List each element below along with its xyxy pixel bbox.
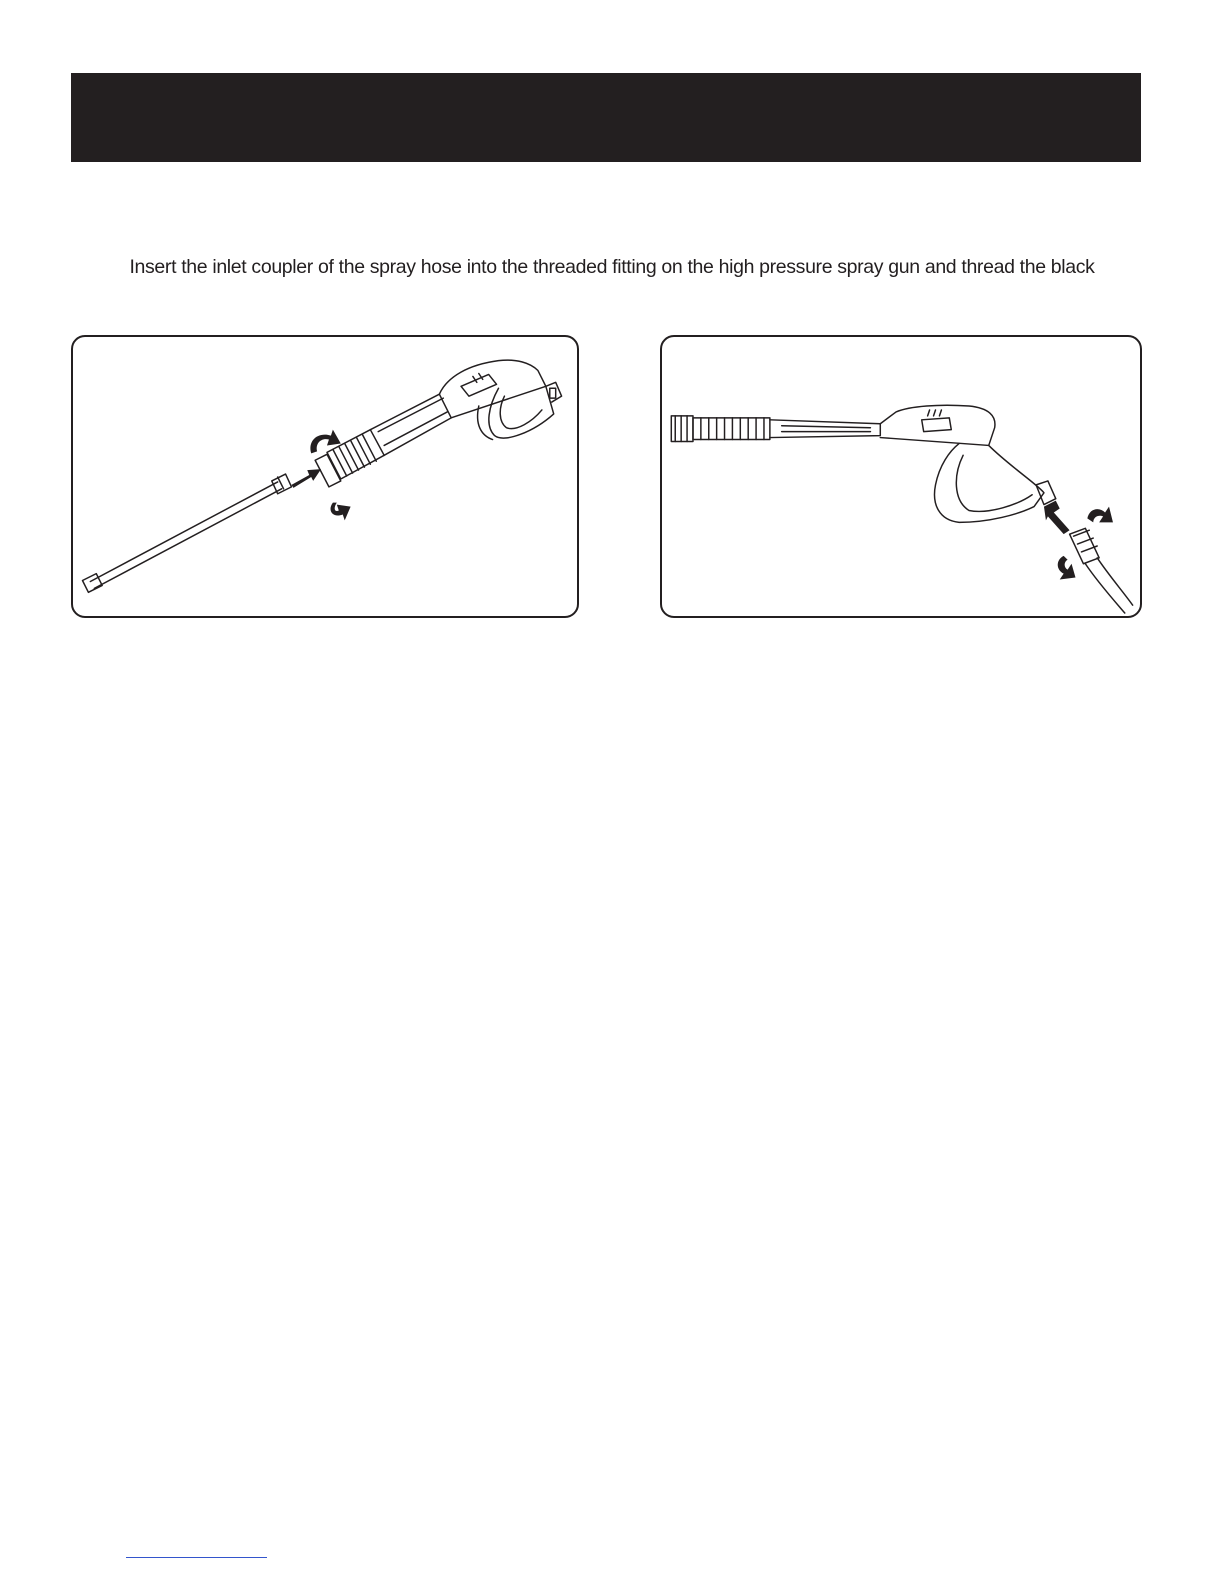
wand-attach-figure	[71, 335, 579, 618]
footer-rule	[126, 1557, 267, 1558]
insert-arrow-icon	[291, 469, 321, 488]
hose-attach-illustration	[662, 337, 1140, 616]
spray-gun-icon	[671, 405, 1055, 522]
spray-gun-icon	[315, 360, 561, 487]
hose-icon	[1070, 528, 1133, 613]
wand-attach-illustration	[73, 337, 577, 616]
wand-icon	[82, 474, 291, 592]
insert-arrow-icon	[1044, 501, 1070, 535]
section-header-bar	[71, 73, 1141, 162]
hose-attach-figure	[660, 335, 1142, 618]
instruction-text: Insert the inlet coupler of the spray hose into the threaded fitting on the high pressure spray gun and thread the black	[129, 256, 1095, 278]
